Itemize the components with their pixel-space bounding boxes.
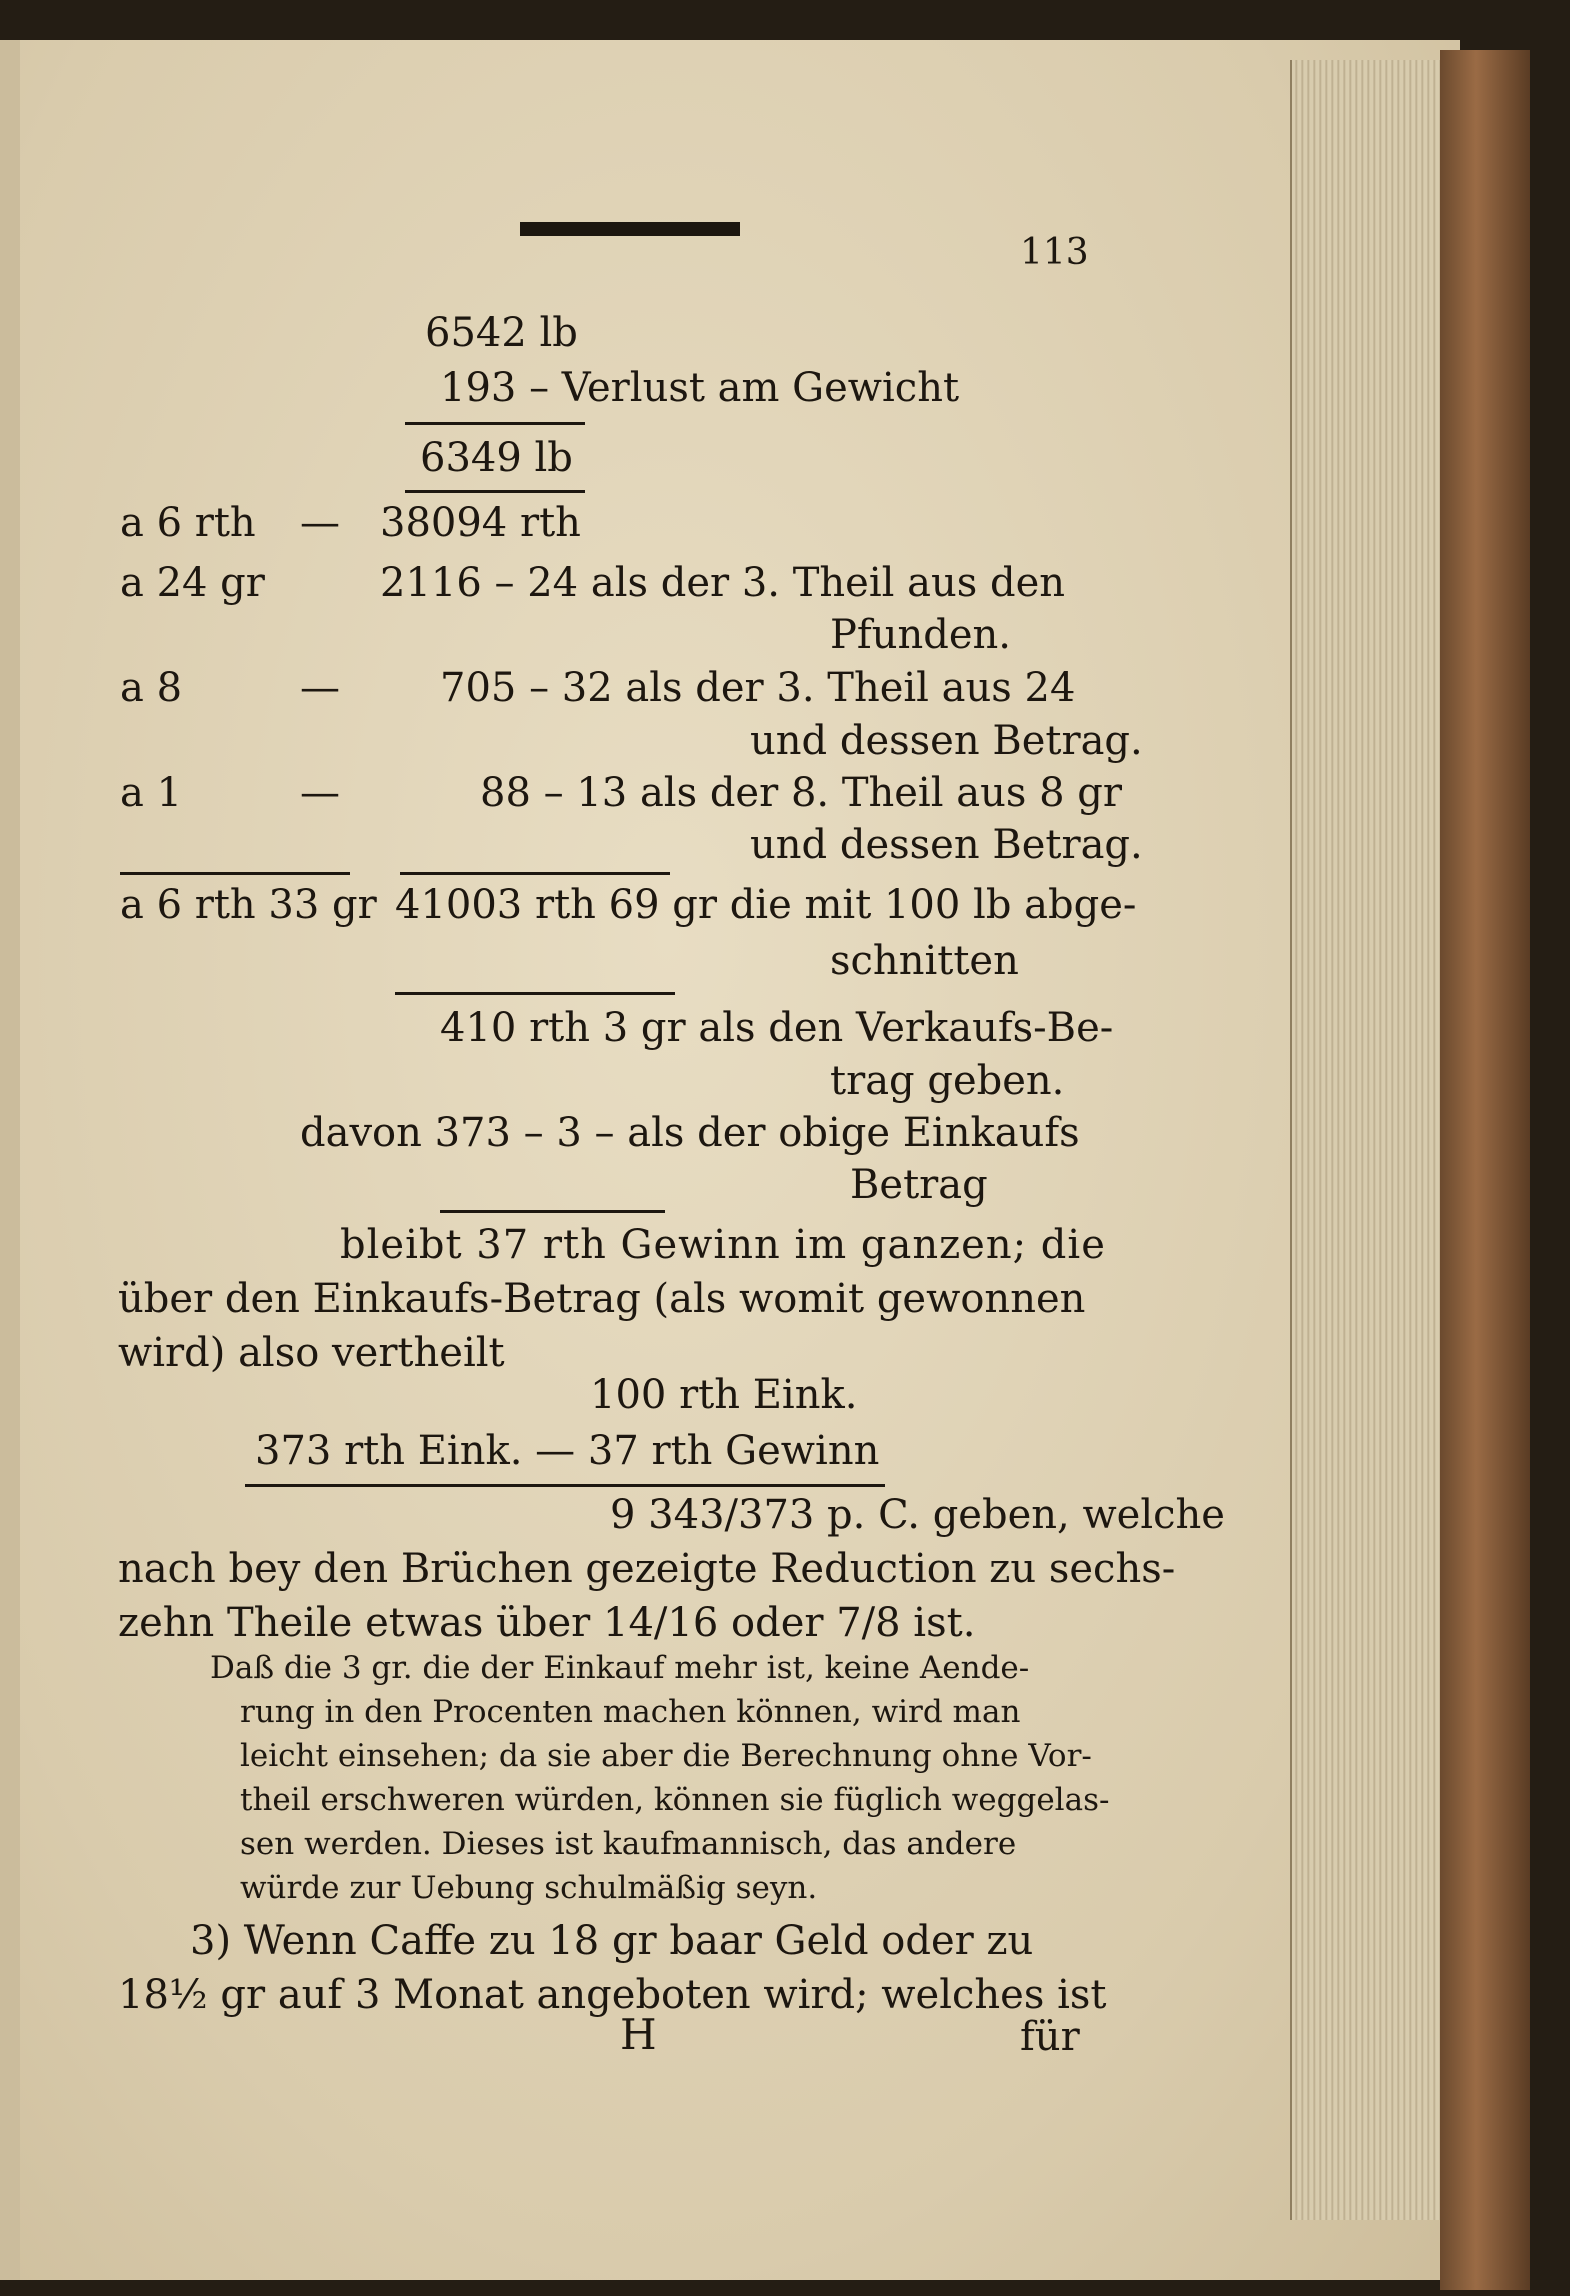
result-line-1: 9 343/373 p. C. geben, welche [610,1492,1225,1538]
signature-mark: H [620,2010,657,2059]
weight-gross: 6542 lb [425,310,578,356]
text-line-3: wird) also vertheilt [118,1330,505,1376]
total-right: 41003 rth 69 gr die mit 100 lb abge- [395,882,1137,928]
note-line-5: sen werden. Dieses ist kaufmannisch, das andere [240,1826,1017,1862]
total-left: a 6 rth 33 gr [120,882,377,928]
result-line-3: zehn Theile etwas über 14/16 oder 7/8 ist. [118,1600,976,1646]
rule-total-right [400,872,670,875]
sale-line-1: 410 rth 3 gr als den Verkaufs-Be- [440,1005,1114,1051]
note-line-6: würde zur Uebung schulmäßig seyn. [240,1870,818,1906]
text-line-1: bleibt 37 rth Gewinn im ganzen; die [340,1222,1106,1268]
book-cover-edge [1440,50,1530,2290]
note-line-2: rung in den Procenten machen können, wird man [240,1694,1021,1730]
row-5-left: a 1 [120,770,183,816]
result-line-2: nach bey den Brüchen gezeigte Reduction zu sechs- [118,1546,1176,1592]
catchword: für [1020,2014,1080,2060]
rule-profit [440,1210,665,1213]
row-4-right: und dessen Betrag. [750,718,1143,764]
row-5-right: 88 – 13 als der 8. Theil aus 8 gr [480,770,1122,816]
row-2-right: Pfunden. [830,612,1011,658]
row-1-left: a 24 gr [120,560,265,606]
row-5-dash: — [300,770,340,816]
weight-net: 6349 lb [420,435,573,481]
row-0-right: 38094 rth [380,500,581,546]
buy-line-2: Betrag [850,1162,988,1208]
buy-line-1: davon 373 – 3 – als der obige Einkaufs [300,1110,1080,1156]
proportion-line-1: 100 rth Eink. [590,1372,858,1418]
para3-line-2: 18½ gr auf 3 Monat angeboten wird; welches ist [118,1972,1107,2018]
page-stack-edge [1290,60,1442,2220]
proportion-line-2: 373 rth Eink. — 37 rth Gewinn [255,1428,880,1474]
note-line-4: theil erschweren würden, können sie füglich weggelas- [240,1782,1110,1818]
para3-line-1: 3) Wenn Caffe zu 18 gr baar Geld oder zu [190,1918,1034,1964]
text-line-2: über den Einkaufs-Betrag (als womit gewonnen [118,1276,1086,1322]
rule-total-left [120,872,350,875]
rule-proportion [245,1484,885,1487]
page-number: 113 [1020,232,1089,273]
row-3-left: a 8 [120,665,183,711]
rule-net-under [405,490,585,493]
note-line-3: leicht einsehen; da sie aber die Berechnung ohne Vor- [240,1738,1092,1774]
row-0-left: a 6 rth [120,500,256,546]
total-right-2: schnitten [830,938,1019,984]
row-6-right: und dessen Betrag. [750,822,1143,868]
row-0-dash: — [300,500,340,546]
rule-sale [395,992,675,995]
row-3-dash: — [300,665,340,711]
note-line-1: Daß die 3 gr. die der Einkauf mehr ist, keine Aende- [210,1650,1030,1686]
row-3-right: 705 – 32 als der 3. Theil aus 24 [440,665,1076,711]
header-rule [520,222,740,236]
sale-line-2: trag geben. [830,1058,1065,1104]
rule-net [405,422,585,425]
weight-loss: 193 – Verlust am Gewicht [440,365,960,411]
row-1-right: 2116 – 24 als der 3. Theil aus den [380,560,1066,606]
